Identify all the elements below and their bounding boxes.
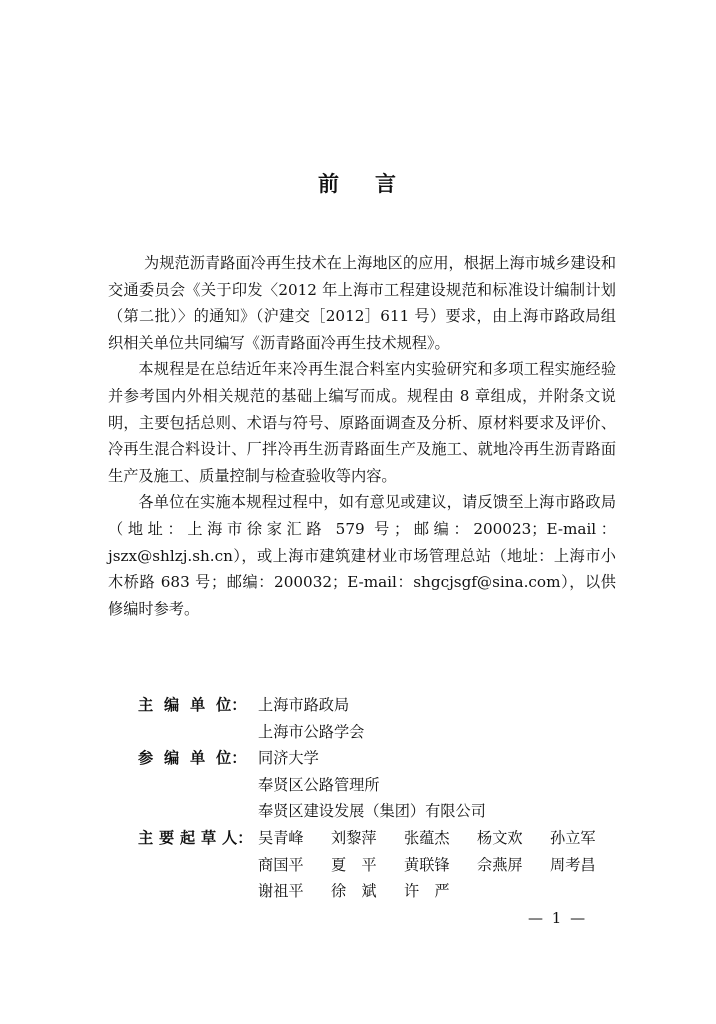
drafter-name: 吴青峰	[258, 828, 304, 847]
label-char: 编	[164, 696, 180, 714]
label-char: 位	[216, 749, 232, 768]
title-char-2: 言	[375, 172, 398, 196]
drafter-name: 孙立军	[550, 828, 596, 847]
preface-body	[108, 250, 616, 622]
drafters-label: 主 要 起 草 人：	[138, 825, 258, 905]
page-number: — 1 —	[528, 909, 588, 927]
label-char: 单	[190, 696, 206, 714]
paragraph-3: 各单位在实施本规程过程中，如有意见或建议，请反馈至上海市路政局（地址：上海市徐家汇路 579 号；邮编：200023；E-mail：jszx@shlzj.sh.cn），或上海市建筑建材业市场管理总站（地址：上海市小木桥路 683 号；邮编：200032；E-mail：shgcjsgf@sina.com），以供修编时参考。	[108, 493, 616, 618]
drafter-name: 周考昌	[550, 855, 596, 874]
participating-units	[258, 745, 618, 825]
chief-editors-row	[138, 692, 618, 745]
drafters-row	[138, 825, 618, 905]
label-char: 起	[180, 828, 196, 847]
credits-section	[138, 692, 618, 905]
label-char: 主	[138, 828, 154, 847]
paragraph-1: 为规范沥青路面冷再生技术在上海地区的应用，根据上海市城乡建设和交通委员会《关于印发〈2012 年上海市工程建设规范和标准设计编制计划（第二批）〉的通知》（沪建交［2012］611 号）要求，由上海市路政局组织相关单位共同编写《沥青路面冷再生技术规程》。	[108, 254, 616, 352]
unit-name: 奉贤区公路管理所	[258, 775, 380, 794]
unit-name: 上海市公路学会	[258, 722, 365, 741]
drafter-name: 佘燕屏	[477, 855, 523, 874]
drafter-name: 张蕴杰	[404, 828, 450, 847]
chief-editor-units	[258, 692, 618, 745]
drafter-name: 徐 斌	[331, 882, 377, 901]
label-char: 草	[201, 828, 217, 847]
label-char: 人	[222, 828, 238, 847]
drafter-name: 黄联锋	[404, 855, 450, 874]
chief-editor-label: 主 编 单 位：	[138, 692, 258, 745]
label-char: 单	[190, 749, 206, 768]
drafter-name: 商国平	[258, 855, 304, 874]
label-char: 位	[216, 696, 232, 714]
unit-name: 同济大学	[258, 749, 319, 768]
drafter-name: 刘黎萍	[331, 828, 377, 847]
drafters-list	[258, 825, 623, 905]
participating-units-row	[138, 745, 618, 825]
label-char: 编	[164, 749, 180, 768]
drafter-name: 杨文欢	[477, 828, 523, 847]
paragraph-2: 本规程是在总结近年来冷再生混合料室内实验研究和多项工程实施经验并参考国内外相关规范的基础上编写而成。规程由 8 章组成，并附条文说明，主要包括总则、术语与符号、原路面调查及分析、原材料要求及评价、冷再生混合料设计、厂拌冷再生沥青路面生产及施工、就地冷再生沥青路面生产及施工、质量控制与检查验收等内容。	[108, 360, 616, 485]
label-char: 要	[159, 828, 175, 847]
page-title	[0, 168, 716, 198]
participating-label: 参 编 单 位：	[138, 745, 258, 825]
unit-name: 上海市路政局	[258, 696, 350, 714]
unit-name: 奉贤区建设发展（集团）有限公司	[258, 802, 486, 821]
drafter-name: 许 严	[404, 882, 450, 901]
label-char: 主	[138, 696, 154, 714]
label-char: 参	[138, 749, 154, 768]
drafter-name: 谢祖平	[258, 882, 304, 901]
title-char-1: 前	[318, 172, 341, 196]
drafter-name: 夏 平	[331, 855, 377, 874]
